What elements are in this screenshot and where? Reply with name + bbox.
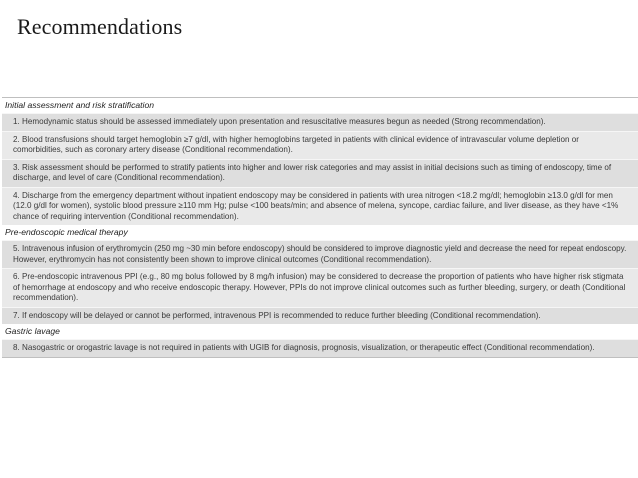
- recommendation-row: 5. Intravenous infusion of erythromycin (250 mg ~30 min before endoscopy) should be considered to improve diagnostic yield and decrease the need for repeat endoscopy. However, erythromycin has not consistently been shown to improve clinical outcomes (Conditional recommendation).: [2, 240, 638, 268]
- section-heading: Pre-endoscopic medical therapy: [2, 225, 638, 240]
- recommendation-row: 4. Discharge from the emergency department without inpatient endoscopy may be considered in patients with urea nitrogen <18.2 mg/dl; hemoglobin ≥13.0 g/dl for men (12.0 g/dl for women), systolic blood pressure ≥110 mm Hg; pulse <100 beats/min; and absence of melena, syncope, cardiac failure, and liver disease, as they have <1% chance of requiring intervention (Conditional recommendation).: [2, 187, 638, 226]
- recommendations-table: [2, 97, 638, 358]
- slide-title: Recommendations: [17, 14, 183, 39]
- recommendation-row: 6. Pre-endoscopic intravenous PPI (e.g., 80 mg bolus followed by 8 mg/h infusion) may be considered to decrease the proportion of patients who have higher risk stigmata of hemorrhage at endoscopy and who receive endoscopic therapy. However, PPIs do not improve clinical outcomes such as further bleeding, surgery, or death (Conditional recommendation).: [2, 268, 638, 307]
- section-heading: Initial assessment and risk stratification: [2, 97, 638, 113]
- recommendation-row: 7. If endoscopy will be delayed or cannot be performed, intravenous PPI is recommended to reduce further bleeding (Conditional recommendation).: [2, 307, 638, 325]
- table-bottom-rule: [2, 357, 638, 358]
- recommendation-row: 2. Blood transfusions should target hemoglobin ≥7 g/dl, with higher hemoglobins targeted in patients with clinical evidence of intravascular volume depletion or comorbidities, such as coronary artery disease (Conditional recommendation).: [2, 131, 638, 159]
- recommendation-row: 8. Nasogastric or orogastric lavage is not required in patients with UGIB for diagnosis, prognosis, visualization, or therapeutic effect (Conditional recommendation).: [2, 339, 638, 357]
- section-heading: Gastric lavage: [2, 324, 638, 339]
- recommendation-row: 1. Hemodynamic status should be assessed immediately upon presentation and resuscitative measures begun as needed (Strong recommendation).: [2, 113, 638, 131]
- recommendation-row: 3. Risk assessment should be performed to stratify patients into higher and lower risk categories and may assist in initial decisions such as timing of endoscopy, time of discharge, and level of care (Conditional recommendation).: [2, 159, 638, 187]
